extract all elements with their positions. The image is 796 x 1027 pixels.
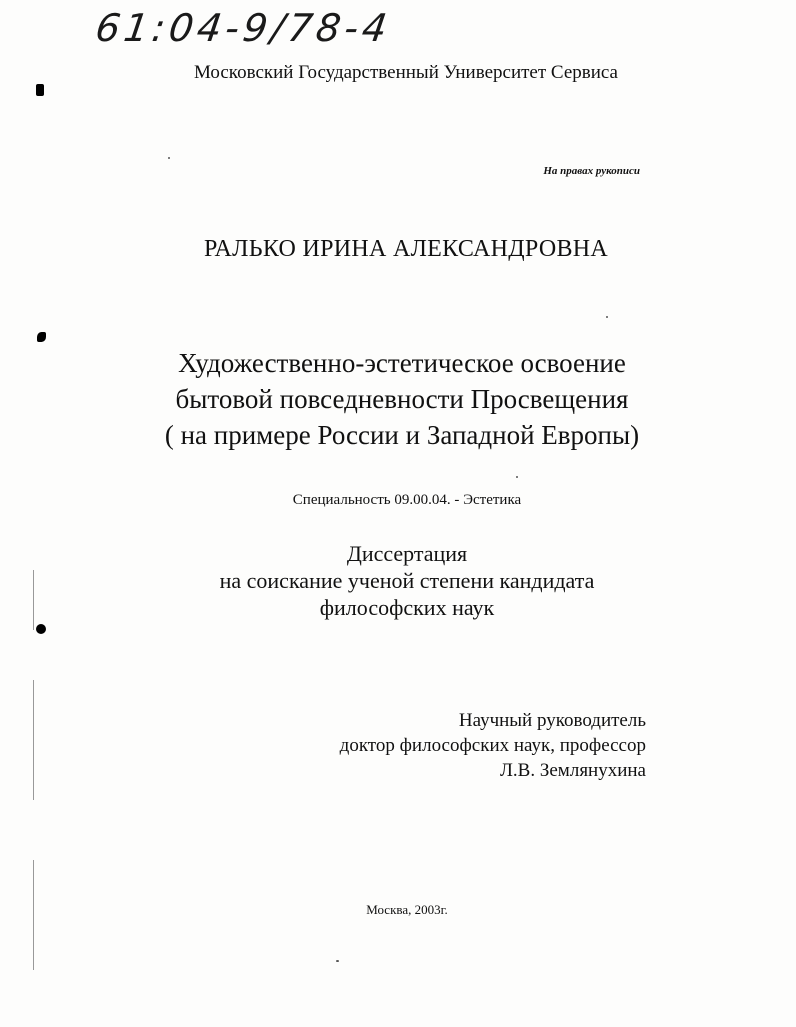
binding-hole-mark (36, 624, 46, 634)
author-name: РАЛЬКО ИРИНА АЛЕКСАНДРОВНА (203, 236, 609, 262)
degree-line: Диссертация (346, 541, 468, 566)
scan-speck (516, 476, 518, 478)
dissertation-title (0, 345, 796, 453)
scan-edge-line (33, 680, 34, 800)
supervisor-line: Л.В. Землянухина (500, 760, 646, 781)
degree-line: на соискание ученой степени кандидата (219, 568, 595, 593)
title-line: ( на примере России и Западной Европы) (164, 420, 640, 450)
binding-hole-mark (37, 332, 46, 342)
scientific-supervisor (340, 708, 646, 783)
scan-speck (606, 316, 608, 318)
supervisor-line: Научный руководитель (458, 710, 646, 731)
manuscript-rights-note: На правах рукописи (543, 165, 640, 177)
scan-speck (168, 157, 170, 159)
degree-statement (0, 540, 796, 621)
title-line: Художественно-эстетическое освоение (178, 348, 626, 378)
handwritten-catalog-code: 61:04-9/78-4 (92, 6, 394, 50)
binding-hole-mark (36, 84, 44, 96)
title-line: бытовой повседневности Просвещения (175, 384, 629, 414)
city-year: Москва, 2003г. (366, 902, 448, 917)
scan-speck (336, 960, 339, 962)
university-name: Московский Государственный Университет Сервиса (193, 62, 618, 83)
specialty-line: Специальность 09.00.04. - Эстетика (292, 492, 522, 508)
degree-line: философских наук (319, 595, 495, 620)
supervisor-line: доктор философских наук, профессор (339, 735, 646, 756)
